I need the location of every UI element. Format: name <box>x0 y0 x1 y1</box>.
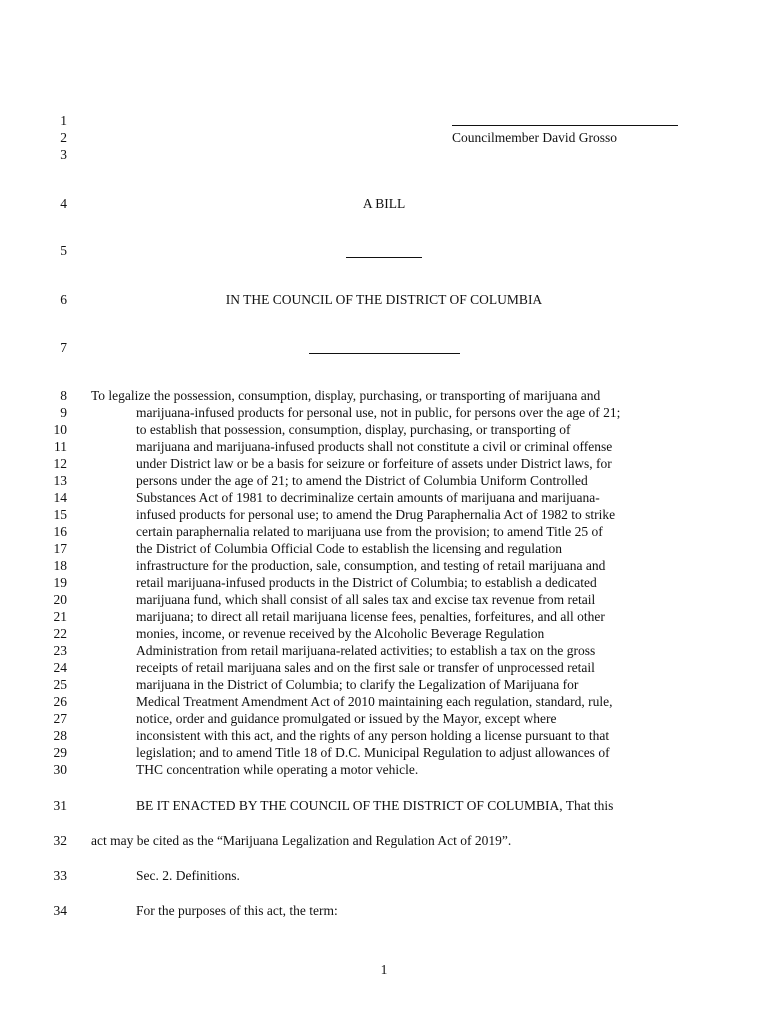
long-title-line: marijuana; to direct all retail marijuana license fees, penalties, forfeitures, and all other <box>136 609 605 624</box>
bill-number-line <box>346 257 422 258</box>
long-title-line: marijuana in the District of Columbia; to clarify the Legalization of Marijuana for <box>136 677 579 692</box>
long-title-line: marijuana fund, which shall consist of all sales tax and excise tax revenue from retail <box>136 592 596 607</box>
line-number: 26 <box>53 694 67 709</box>
section-heading: Sec. 2. Definitions. <box>136 868 240 883</box>
line-number: 16 <box>53 524 67 539</box>
line-number: 14 <box>53 490 67 505</box>
line-number: 9 <box>60 405 67 420</box>
long-title-line: inconsistent with this act, and the rights of any person holding a license pursuant to that <box>136 728 610 743</box>
line-number: 2 <box>60 130 67 145</box>
line-number: 29 <box>53 745 67 760</box>
enacting-clause: BE IT ENACTED BY THE COUNCIL OF THE DISTRICT OF COLUMBIA, That this <box>136 798 614 813</box>
long-title-line: legislation; and to amend Title 18 of D.C. Municipal Regulation to adjust allowances of <box>136 745 610 760</box>
line-number: 34 <box>53 903 67 918</box>
long-title-line: THC concentration while operating a motor vehicle. <box>136 762 419 777</box>
line-number: 7 <box>60 340 67 355</box>
page-number: 1 <box>380 962 388 977</box>
line-number: 3 <box>60 147 67 162</box>
line-number: 13 <box>53 473 67 488</box>
long-title-line: Administration from retail marijuana-related activities; to establish a tax on the gross <box>136 643 596 658</box>
line-number: 8 <box>60 388 67 403</box>
line-number: 18 <box>53 558 67 573</box>
long-title-line: certain paraphernalia related to marijuana use from the provision; to amend Title 25 of <box>136 524 603 539</box>
long-title-line: to establish that possession, consumption, display, purchasing, or transporting of <box>136 422 571 437</box>
line-number: 5 <box>60 243 67 258</box>
long-title-line: retail marijuana-infused products in the District of Columbia; to establish a dedicated <box>136 575 597 590</box>
long-title-line: Medical Treatment Amendment Act of 2010 maintaining each regulation, standard, rule, <box>136 694 613 709</box>
long-title-line: marijuana and marijuana-infused products shall not constitute a civil or criminal offense <box>136 439 613 454</box>
long-title-line: persons under the age of 21; to amend the District of Columbia Uniform Controlled <box>136 473 588 488</box>
bill-heading: A BILL <box>362 196 406 211</box>
line-number: 30 <box>53 762 67 777</box>
long-title-line: monies, income, or revenue received by the Alcoholic Beverage Regulation <box>136 626 545 641</box>
line-number: 11 <box>54 439 67 454</box>
signature-line <box>452 125 678 126</box>
line-number: 33 <box>53 868 67 883</box>
line-number: 24 <box>53 660 67 675</box>
line-number: 10 <box>53 422 67 437</box>
long-title-line: receipts of retail marijuana sales and on the first sale or transfer of unprocessed retail <box>136 660 595 675</box>
council-heading: IN THE COUNCIL OF THE DISTRICT OF COLUMBIA <box>225 292 543 307</box>
long-title-line: To legalize the possession, consumption, display, purchasing, or transporting of marijuana and <box>91 388 601 403</box>
line-number: 28 <box>53 728 67 743</box>
long-title-line: the District of Columbia Official Code to establish the licensing and regulation <box>136 541 563 556</box>
short-title: act may be cited as the “Marijuana Legalization and Regulation Act of 2019”. <box>91 833 512 848</box>
line-number: 25 <box>53 677 67 692</box>
long-title-line: marijuana-infused products for personal use, not in public, for persons over the age of 21; <box>136 405 621 420</box>
line-number: 4 <box>60 196 67 211</box>
line-number: 1 <box>60 113 67 128</box>
long-title-line: infused products for personal use; to amend the Drug Paraphernalia Act of 1982 to strike <box>136 507 616 522</box>
line-number: 15 <box>53 507 67 522</box>
line-number: 31 <box>53 798 67 813</box>
line-number: 21 <box>53 609 67 624</box>
line-number: 12 <box>53 456 67 471</box>
line-number: 22 <box>53 626 67 641</box>
line-number: 19 <box>53 575 67 590</box>
long-title-line: Substances Act of 1981 to decriminalize certain amounts of marijuana and marijuana- <box>136 490 600 505</box>
line-number: 27 <box>53 711 67 726</box>
definitions-intro: For the purposes of this act, the term: <box>136 903 338 918</box>
date-line <box>309 353 460 354</box>
long-title-line: notice, order and guidance promulgated or issued by the Mayor, except where <box>136 711 557 726</box>
line-number: 6 <box>60 292 67 307</box>
line-number: 17 <box>53 541 67 556</box>
line-number: 20 <box>53 592 67 607</box>
sponsor-name: Councilmember David Grosso <box>452 130 617 145</box>
long-title-line: under District law or be a basis for seizure or forfeiture of assets under District laws, for <box>136 456 612 471</box>
long-title-line: infrastructure for the production, sale, consumption, and testing of retail marijuana and <box>136 558 606 573</box>
line-number: 23 <box>53 643 67 658</box>
line-number: 32 <box>53 833 67 848</box>
